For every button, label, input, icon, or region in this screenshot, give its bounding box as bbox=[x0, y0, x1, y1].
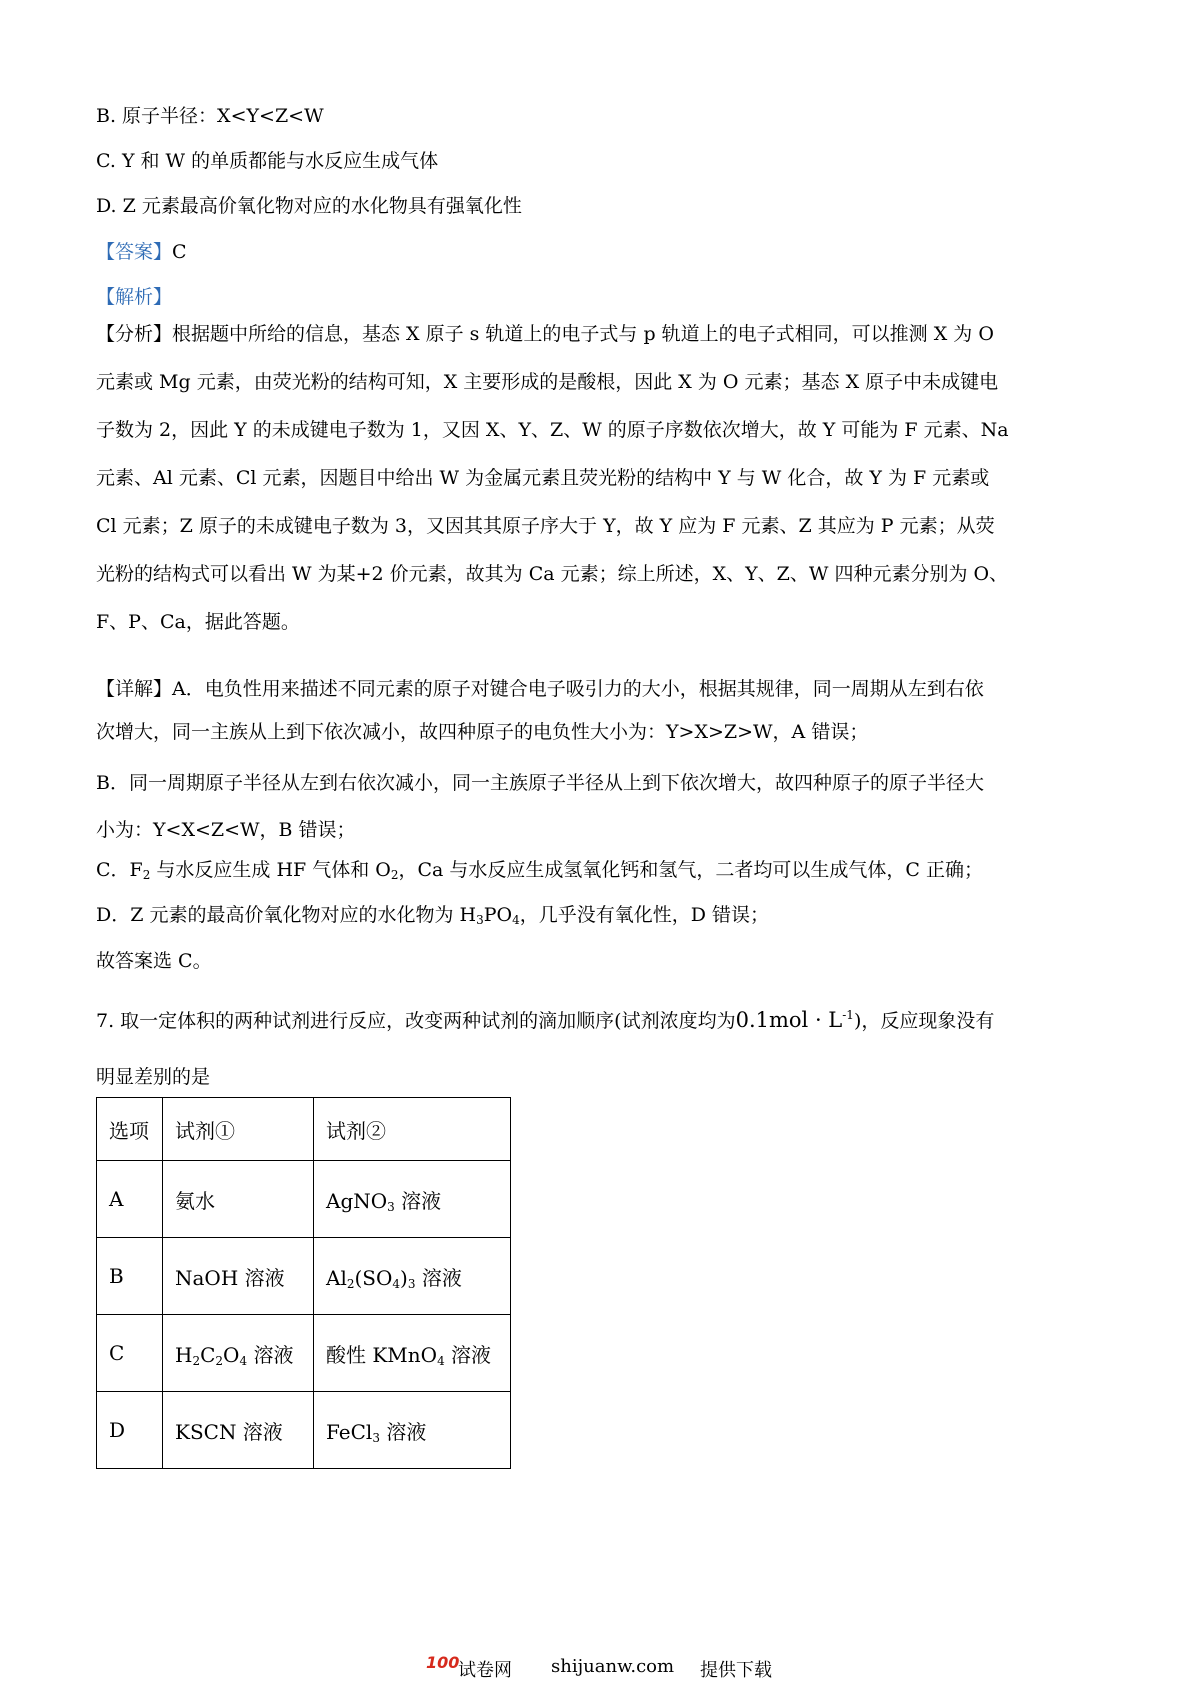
option-b-line: B. 原子半径：X<Y<Z<W bbox=[96, 105, 324, 127]
header-option: 选项 bbox=[97, 1098, 163, 1161]
reagent-table bbox=[96, 1097, 511, 1469]
answer-line bbox=[96, 240, 1096, 264]
detail-a-line2: 次增大，同一主族从上到下依次减小，故四种原子的电负性大小为：Y>X>Z>W，A 错误； bbox=[96, 721, 869, 743]
analysis-line: 元素、Al 元素、Cl 元素，因题目中给出 W 为金属元素且荧光粉的结构中 Y 与 W 化合，故 Y 为 F 元素或 bbox=[96, 467, 990, 489]
detail-conclusion: 故答案选 C。 bbox=[96, 950, 212, 972]
answer-label: 【答案】 bbox=[96, 241, 173, 263]
table-row: A 氨水 AgNO$_3$ 溶液 bbox=[97, 1161, 511, 1238]
detail-d: D．Z 元素的最高价氧化物对应的水化物为 $H_3PO_4$，几乎没有氧化性，D 错误； bbox=[96, 904, 770, 927]
analysis-line: 元素或 Mg 元素，由荧光粉的结构可知，X 主要形成的是酸根，因此 X 为 O 元素；基态 X 原子中未成键电 bbox=[96, 371, 999, 393]
analysis-line: 光粉的结构式可以看出 W 为某+2 价元素，故其为 Ca 元素；综上所述，X、Y、Z、W 四种元素分别为 O、 bbox=[96, 563, 1009, 585]
analysis-line: 【分析】根据题中所给的信息，基态 X 原子 s 轨道上的电子式与 p 轨道上的电子式相同，可以推测 X 为 O bbox=[96, 323, 994, 345]
footer-tagline: 提供下载 bbox=[700, 1660, 772, 1681]
table-row: C $H_2C_2O_4$ 溶液 酸性 KMnO$_4$ 溶液 bbox=[97, 1315, 511, 1392]
site-domain[interactable]: shijuanw.com bbox=[551, 1656, 675, 1677]
detail-b bbox=[96, 760, 1091, 854]
site-name: 试卷网 bbox=[458, 1660, 512, 1681]
detail-a bbox=[96, 668, 1091, 754]
site-logo: 100 bbox=[426, 1653, 460, 1672]
option-c-line: C. Y 和 W 的单质都能与水反应生成气体 bbox=[96, 150, 439, 172]
analysis-line: 子数为 2，因此 Y 的未成键电子数为 1，又因 X、Y、Z、W 的原子序数依次增大，故 Y 可能为 F 元素、Na bbox=[96, 419, 1009, 441]
analysis-line: Cl 元素；Z 原子的未成键电子数为 3，又因其其原子序大于 Y，故 Y 应为 F 元素、Z 其应为 P 元素；从荧 bbox=[96, 515, 995, 537]
table-row: D KSCN 溶液 FeCl$_3$ 溶液 bbox=[97, 1392, 511, 1469]
analysis-paragraph bbox=[96, 310, 1091, 646]
option-d-line: D. Z 元素最高价氧化物对应的水化物具有强氧化性 bbox=[96, 195, 522, 217]
question-7-line2: 明显差别的是 bbox=[96, 1066, 211, 1088]
detail-c: C．$F_2$ 与水反应生成 HF 气体和 $O_2$，Ca 与水反应生成氢氧化钙和氢气，二者均可以生成气体，C 正确； bbox=[96, 859, 983, 882]
detail-a-line1: 【详解】A．电负性用来描述不同元素的原子对键合电子吸引力的大小，根据其规律，同一周期从左到右依 bbox=[96, 678, 984, 700]
analysis-label: 【解析】 bbox=[96, 286, 173, 308]
analysis-line: F、P、Ca，据此答题。 bbox=[96, 611, 300, 633]
detail-b-line2: 小为：Y<X<Z<W，B 错误； bbox=[96, 819, 356, 841]
header-reagent-2: 试剂② bbox=[314, 1098, 511, 1161]
table-row: B NaOH 溶液 $Al_2(SO_4)_3$ 溶液 bbox=[97, 1238, 511, 1315]
answer-value: C bbox=[172, 241, 187, 263]
detail-b-line1: B．同一周期原子半径从左到右依次减小，同一主族原子半径从上到下依次增大，故四种原子的原子半径大 bbox=[96, 772, 984, 794]
concentration: 0.1mol · L bbox=[735, 1008, 843, 1032]
question-7-line1: 7. 取一定体积的两种试剂进行反应，改变两种试剂的滴加顺序(试剂浓度均为$0.1mol \cdot L^{-1}$)，反应现象没有 bbox=[96, 1008, 995, 1032]
table-header-row bbox=[97, 1098, 511, 1161]
header-reagent-1: 试剂① bbox=[163, 1098, 314, 1161]
